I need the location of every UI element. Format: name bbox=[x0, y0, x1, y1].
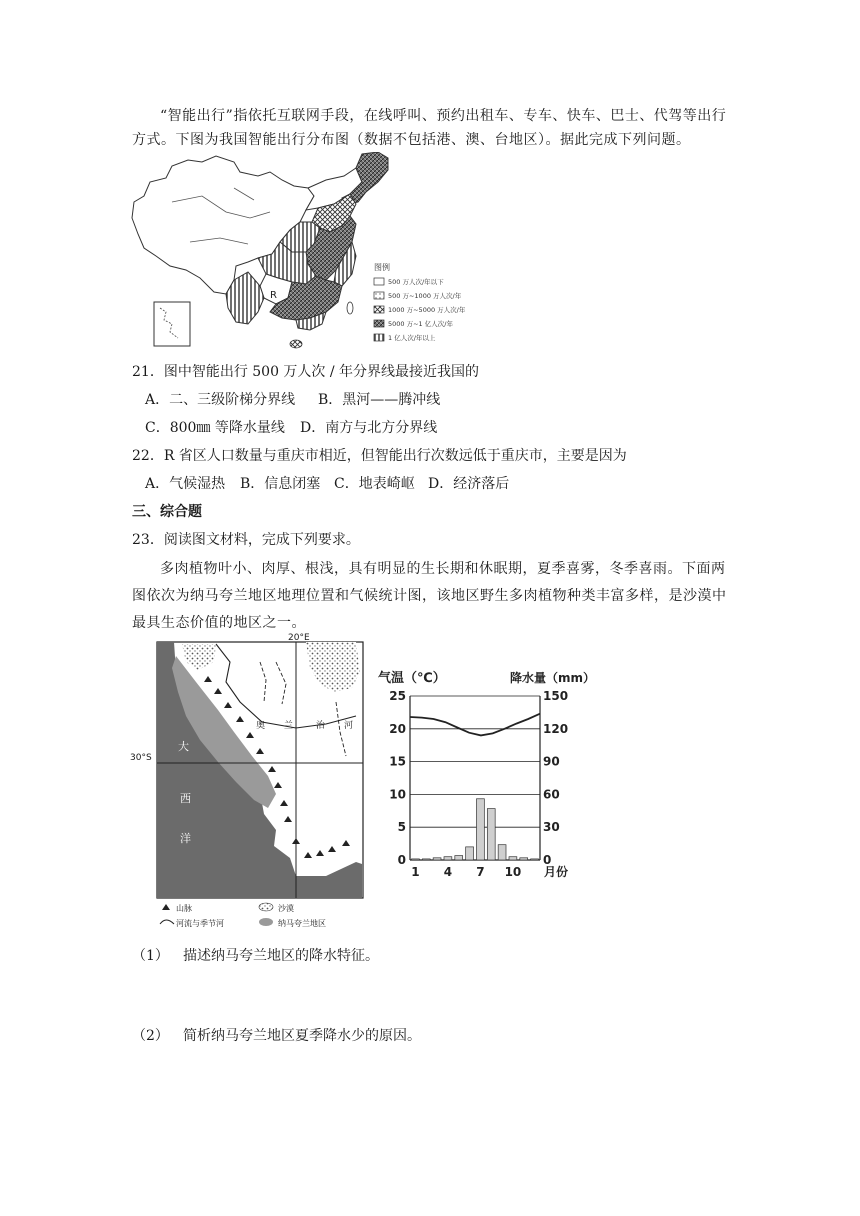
temperature-line bbox=[410, 714, 540, 736]
x-tick-label: 7 bbox=[476, 865, 485, 879]
precip-bar bbox=[466, 847, 474, 860]
precip-tick-label: 60 bbox=[543, 787, 560, 802]
temp-tick-label: 25 bbox=[389, 689, 406, 703]
ocean-char-3: 洋 bbox=[180, 832, 191, 845]
precip-bar bbox=[498, 845, 506, 860]
x-tick-label: 10 bbox=[504, 865, 522, 879]
precip-bar bbox=[487, 809, 495, 860]
section-heading: 三、综合题 bbox=[132, 504, 202, 520]
q23-sub1: 描述纳马夸兰地区的降水特征。 bbox=[183, 948, 379, 964]
temp-tick-label: 20 bbox=[389, 721, 406, 736]
x-tick-label: 4 bbox=[443, 865, 453, 879]
q23-sub2-number: （2） bbox=[132, 1028, 169, 1044]
river-char-4: 河 bbox=[344, 721, 354, 731]
china-smart-travel-map bbox=[130, 152, 520, 352]
precip-tick-label: 0 bbox=[543, 853, 552, 867]
precip-tick-label: 90 bbox=[543, 754, 560, 769]
legend-river: 河流与季节河 bbox=[176, 919, 224, 928]
x-axis-label: 月份 bbox=[544, 865, 569, 879]
precip-bar bbox=[455, 856, 463, 860]
q22-option-d: D．经济落后 bbox=[428, 476, 510, 492]
region-r-label: R bbox=[270, 290, 277, 301]
longitude-label: 20°E bbox=[288, 633, 310, 643]
temp-tick-label: 10 bbox=[389, 787, 406, 802]
legend-item-4: 5000 万~1 亿人次/年 bbox=[388, 320, 453, 328]
q21-option-a: A．二、三级阶梯分界线 bbox=[145, 392, 296, 408]
precip-bar bbox=[520, 858, 528, 860]
precip-bar bbox=[412, 859, 420, 860]
precip-tick-label: 120 bbox=[543, 721, 569, 736]
precip-tick-label: 150 bbox=[543, 689, 569, 703]
q22-option-b: B．信息闭塞 bbox=[240, 476, 321, 492]
legend-item-1: 500 万人次/年以下 bbox=[388, 278, 444, 286]
hainan bbox=[290, 340, 302, 348]
intro-paragraph: “智能出行”指依托互联网手段，在线呼叫、预约出租车、专车、快车、巴士、代驾等出行方式。下图为我国智能出行分布图（数据不包括港、澳、台地区）。据此完成下列问题。 bbox=[132, 108, 727, 148]
q21-stem: 21．图中智能出行 500 万人次 / 年分界线最接近我国的 bbox=[132, 364, 480, 380]
x-tick-label: 1 bbox=[411, 865, 420, 879]
q21-option-d: D．南方与北方分界线 bbox=[300, 420, 438, 436]
chart-title-temperature: 气温（℃） bbox=[378, 671, 446, 686]
legend-mountain: 山脉 bbox=[176, 904, 192, 913]
taiwan bbox=[347, 302, 353, 314]
q23-material: 多肉植物叶小、肉厚、根浅，具有明显的生长期和休眠期，夏季喜雾，冬季喜雨。下面两图依次为纳马夸兰地区地理位置和气候统计图，该地区野生多肉植物种类丰富多样，是沙漠中最具生态价值的地区之一。 bbox=[132, 561, 727, 631]
q23-sub2: 简析纳马夸兰地区夏季降水少的原因。 bbox=[183, 1028, 421, 1044]
precip-bar bbox=[531, 859, 539, 860]
q22-option-a: A．气候湿热 bbox=[145, 476, 226, 492]
precip-bar bbox=[422, 859, 430, 860]
legend-item-2: 500 万~1000 万人次/年 bbox=[388, 292, 462, 300]
ocean-char-2: 西 bbox=[180, 792, 191, 805]
precip-tick-label: 30 bbox=[543, 820, 560, 835]
ocean-char-1: 大 bbox=[178, 740, 189, 753]
latitude-label-outer: 30°S bbox=[130, 753, 152, 763]
legend-desert: 沙漠 bbox=[278, 904, 294, 913]
temp-tick-label: 0 bbox=[397, 853, 406, 867]
legend-item-3: 1000 万~5000 万人次/年 bbox=[388, 306, 466, 314]
legend-region: 纳马夸兰地区 bbox=[278, 919, 326, 928]
namaqualand-map bbox=[156, 632, 364, 932]
temp-tick-label: 15 bbox=[389, 754, 406, 769]
precip-bar bbox=[509, 857, 517, 860]
river-char-2: 兰 bbox=[284, 721, 294, 731]
precip-bar bbox=[433, 858, 441, 860]
q22-stem: 22．R 省区人口数量与重庆市相近，但智能出行次数远低于重庆市，主要是因为 bbox=[132, 448, 627, 464]
q23-stem: 23．阅读图文材料，完成下列要求。 bbox=[132, 532, 360, 548]
precip-bar bbox=[477, 799, 485, 860]
river-char-3: 治 bbox=[316, 721, 326, 731]
q21-option-b: B．黑河——腾冲线 bbox=[318, 392, 441, 408]
precip-bar bbox=[444, 857, 452, 860]
map-legend-title: 图例 bbox=[374, 263, 390, 272]
q22-option-c: C．地表崎岖 bbox=[334, 476, 415, 492]
chart-title-precipitation: 降水量（mm） bbox=[510, 671, 596, 685]
river-char-1: 奥 bbox=[256, 721, 266, 731]
q21-option-c: C．800㎜ 等降水量线 bbox=[145, 420, 285, 436]
climate-chart bbox=[372, 664, 602, 884]
q23-sub1-number: （1） bbox=[132, 948, 169, 964]
south-sea-inset bbox=[154, 302, 190, 346]
temp-tick-label: 5 bbox=[397, 820, 406, 835]
legend-item-5: 1 亿人次/年以上 bbox=[388, 334, 436, 342]
